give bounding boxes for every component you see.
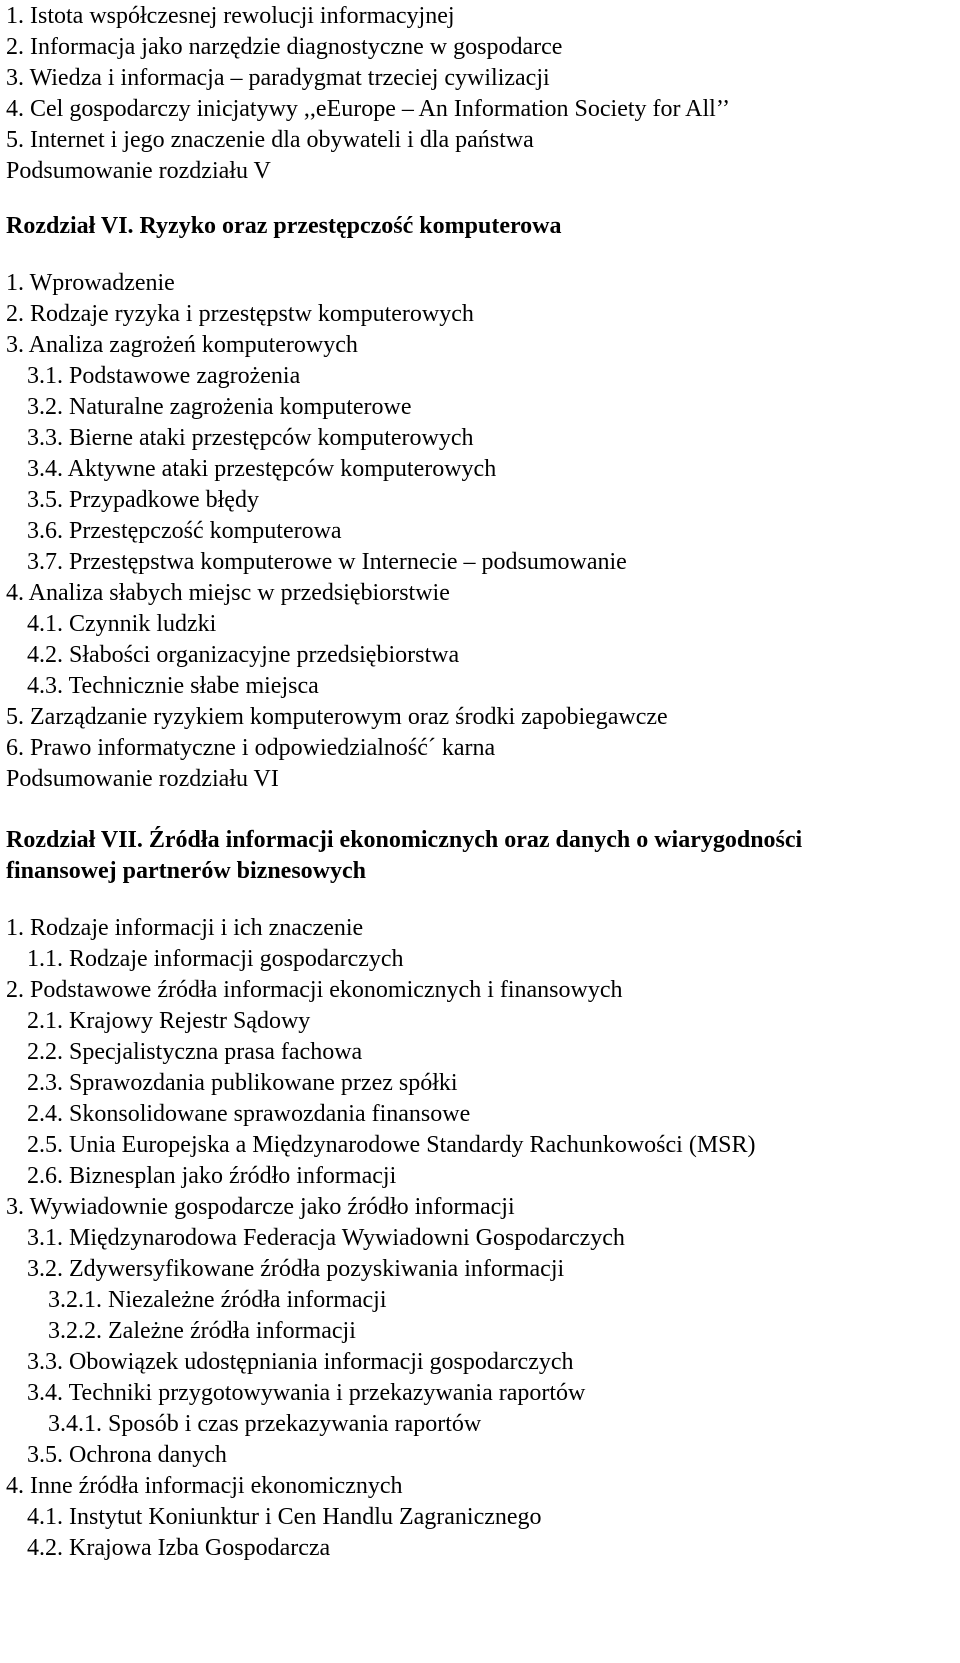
toc-subitem: 3.6. Przestępczość komputerowa bbox=[27, 518, 342, 544]
toc-subitem: 2.5. Unia Europejska a Międzynarodowe Standardy Rachunkowości (MSR) bbox=[27, 1132, 756, 1158]
toc-subitem: 3.4. Aktywne ataki przestępców komputerowych bbox=[27, 456, 497, 482]
toc-item: 2. Rodzaje ryzyka i przestępstw komputerowych bbox=[6, 301, 474, 327]
toc-item: 4. Inne źródła informacji ekonomicznych bbox=[6, 1473, 403, 1499]
toc-summary: Podsumowanie rozdziału V bbox=[6, 158, 271, 184]
toc-item: 3. Wiedza i informacja – paradygmat trzeciej cywilizacji bbox=[6, 65, 550, 91]
toc-item: 5. Internet i jego znaczenie dla obywateli i dla państwa bbox=[6, 127, 534, 153]
toc-summary: Podsumowanie rozdziału VI bbox=[6, 766, 279, 792]
chapter-heading-continued: finansowej partnerów biznesowych bbox=[6, 858, 366, 884]
toc-subsubitem: 3.2.1. Niezależne źródła informacji bbox=[48, 1287, 387, 1313]
toc-subitem: 3.3. Obowiązek udostępniania informacji gospodarczych bbox=[27, 1349, 574, 1375]
toc-item: 3. Wywiadownie gospodarcze jako źródło informacji bbox=[6, 1194, 515, 1220]
toc-subitem: 4.2. Słabości organizacyjne przedsiębiorstwa bbox=[27, 642, 460, 668]
toc-subitem: 3.7. Przestępstwa komputerowe w Internecie – podsumowanie bbox=[27, 549, 627, 575]
toc-subitem: 4.2. Krajowa Izba Gospodarcza bbox=[27, 1535, 331, 1561]
toc-item: 4. Cel gospodarczy inicjatywy ,,eEurope – An Information Society for All’’ bbox=[6, 96, 731, 122]
toc-item: 1. Rodzaje informacji i ich znaczenie bbox=[6, 915, 364, 941]
toc-subitem: 2.1. Krajowy Rejestr Sądowy bbox=[27, 1008, 311, 1034]
toc-subitem: 4.1. Czynnik ludzki bbox=[27, 611, 217, 637]
toc-subitem: 3.2. Zdywersyfikowane źródła pozyskiwania informacji bbox=[27, 1256, 565, 1282]
toc-subitem: 3.3. Bierne ataki przestępców komputerowych bbox=[27, 425, 474, 451]
toc-item: 2. Podstawowe źródła informacji ekonomicznych i finansowych bbox=[6, 977, 623, 1003]
toc-subitem: 1.1. Rodzaje informacji gospodarczych bbox=[27, 946, 404, 972]
toc-subitem: 3.5. Ochrona danych bbox=[27, 1442, 227, 1468]
toc-subitem: 2.2. Specjalistyczna prasa fachowa bbox=[27, 1039, 363, 1065]
toc-item: 2. Informacja jako narzędzie diagnostyczne w gospodarce bbox=[6, 34, 563, 60]
toc-subitem: 2.4. Skonsolidowane sprawozdania finansowe bbox=[27, 1101, 471, 1127]
toc-subsubitem: 3.2.2. Zależne źródła informacji bbox=[48, 1318, 356, 1344]
toc-item: 1. Istota współczesnej rewolucji informacyjnej bbox=[6, 3, 455, 29]
toc-item: 1. Wprowadzenie bbox=[6, 270, 175, 296]
toc-subitem: 3.1. Podstawowe zagrożenia bbox=[27, 363, 301, 389]
toc-item: 5. Zarządzanie ryzykiem komputerowym oraz środki zapobiegawcze bbox=[6, 704, 668, 730]
chapter-heading: Rozdział VI. Ryzyko oraz przestępczość komputerowa bbox=[6, 213, 562, 239]
toc-item: 4. Analiza słabych miejsc w przedsiębiorstwie bbox=[6, 580, 450, 606]
chapter-heading: Rozdział VII. Źródła informacji ekonomicznych oraz danych o wiarygodności bbox=[6, 827, 803, 853]
toc-item: 6. Prawo informatyczne i odpowiedzialność´ karna bbox=[6, 735, 496, 761]
toc-item: 3. Analiza zagrożeń komputerowych bbox=[6, 332, 358, 358]
toc-subsubitem: 3.4.1. Sposób i czas przekazywania raportów bbox=[48, 1411, 482, 1437]
toc-subitem: 4.3. Technicznie słabe miejsca bbox=[27, 673, 319, 699]
toc-subitem: 4.1. Instytut Koniunktur i Cen Handlu Zagranicznego bbox=[27, 1504, 542, 1530]
toc-subitem: 3.5. Przypadkowe błędy bbox=[27, 487, 259, 513]
toc-subitem: 2.6. Biznesplan jako źródło informacji bbox=[27, 1163, 397, 1189]
toc-subitem: 3.2. Naturalne zagrożenia komputerowe bbox=[27, 394, 412, 420]
toc-subitem: 3.4. Techniki przygotowywania i przekazywania raportów bbox=[27, 1380, 586, 1406]
toc-subitem: 2.3. Sprawozdania publikowane przez spółki bbox=[27, 1070, 458, 1096]
toc-subitem: 3.1. Międzynarodowa Federacja Wywiadowni Gospodarczych bbox=[27, 1225, 625, 1251]
